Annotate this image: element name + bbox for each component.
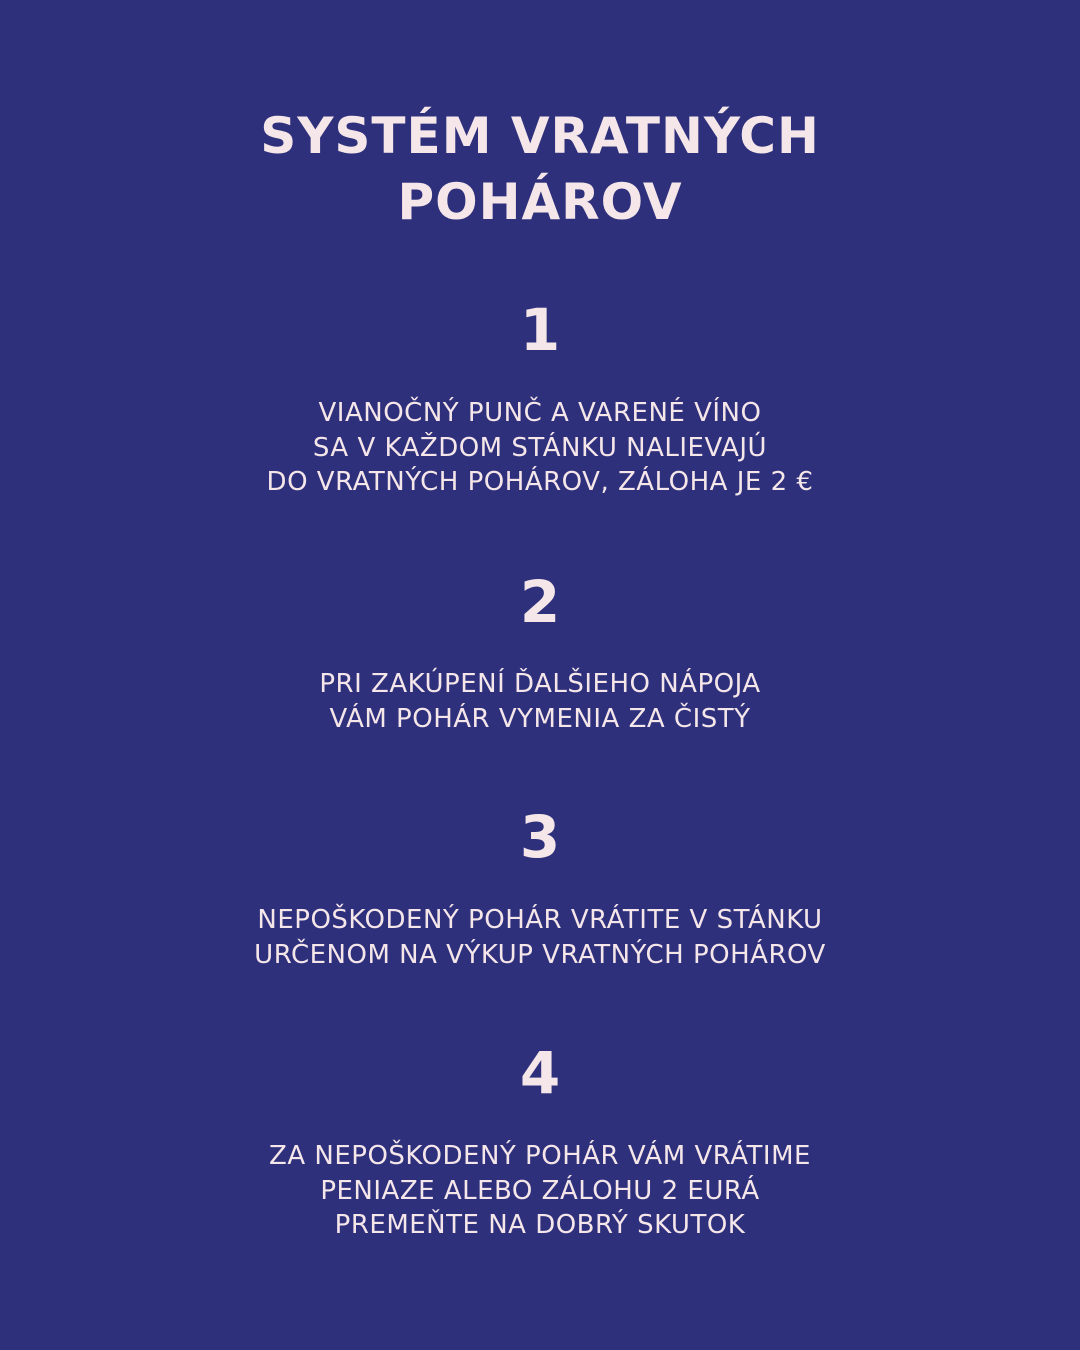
title-line: SYSTÉM VRATNÝCH — [260, 107, 820, 165]
step-number-1: 1 — [519, 296, 561, 364]
step-text-line: SA V KAŽDOM STÁNKU NALIEVAJÚ — [312, 432, 768, 463]
step-text-line: NEPOŠKODENÝ POHÁR VRÁTITE V STÁNKU — [257, 905, 823, 935]
step-number-3: 3 — [519, 803, 561, 871]
step-text-line: URČENOM NA VÝKUP VRATNÝCH POHÁROV — [254, 939, 826, 970]
step-text-line: PREMEŇTE NA DOBRÝ SKUTOK — [334, 1210, 746, 1240]
page-title — [0, 103, 1080, 235]
step-description-2 — [0, 667, 1080, 736]
step-description-1 — [0, 396, 1080, 500]
step-number-2: 2 — [519, 568, 561, 636]
step-text-line: PENIAZE ALEBO ZÁLOHU 2 EURÁ — [320, 1175, 760, 1206]
step-description-3 — [0, 903, 1080, 972]
title-line: POHÁROV — [397, 173, 683, 231]
step-text-line: PRI ZAKÚPENÍ ĎALŠIEHO NÁPOJA — [319, 669, 761, 699]
step-description-4 — [0, 1139, 1080, 1243]
step-text-line: VIANOČNÝ PUNČ A VARENÉ VÍNO — [318, 398, 762, 428]
step-text-line: DO VRATNÝCH POHÁROV, ZÁLOHA JE 2 € — [266, 467, 814, 497]
step-text-line: VÁM POHÁR VYMENIA ZA ČISTÝ — [329, 703, 751, 734]
step-number-4: 4 — [519, 1039, 561, 1107]
step-text-line: ZA NEPOŠKODENÝ POHÁR VÁM VRÁTIME — [269, 1141, 811, 1171]
